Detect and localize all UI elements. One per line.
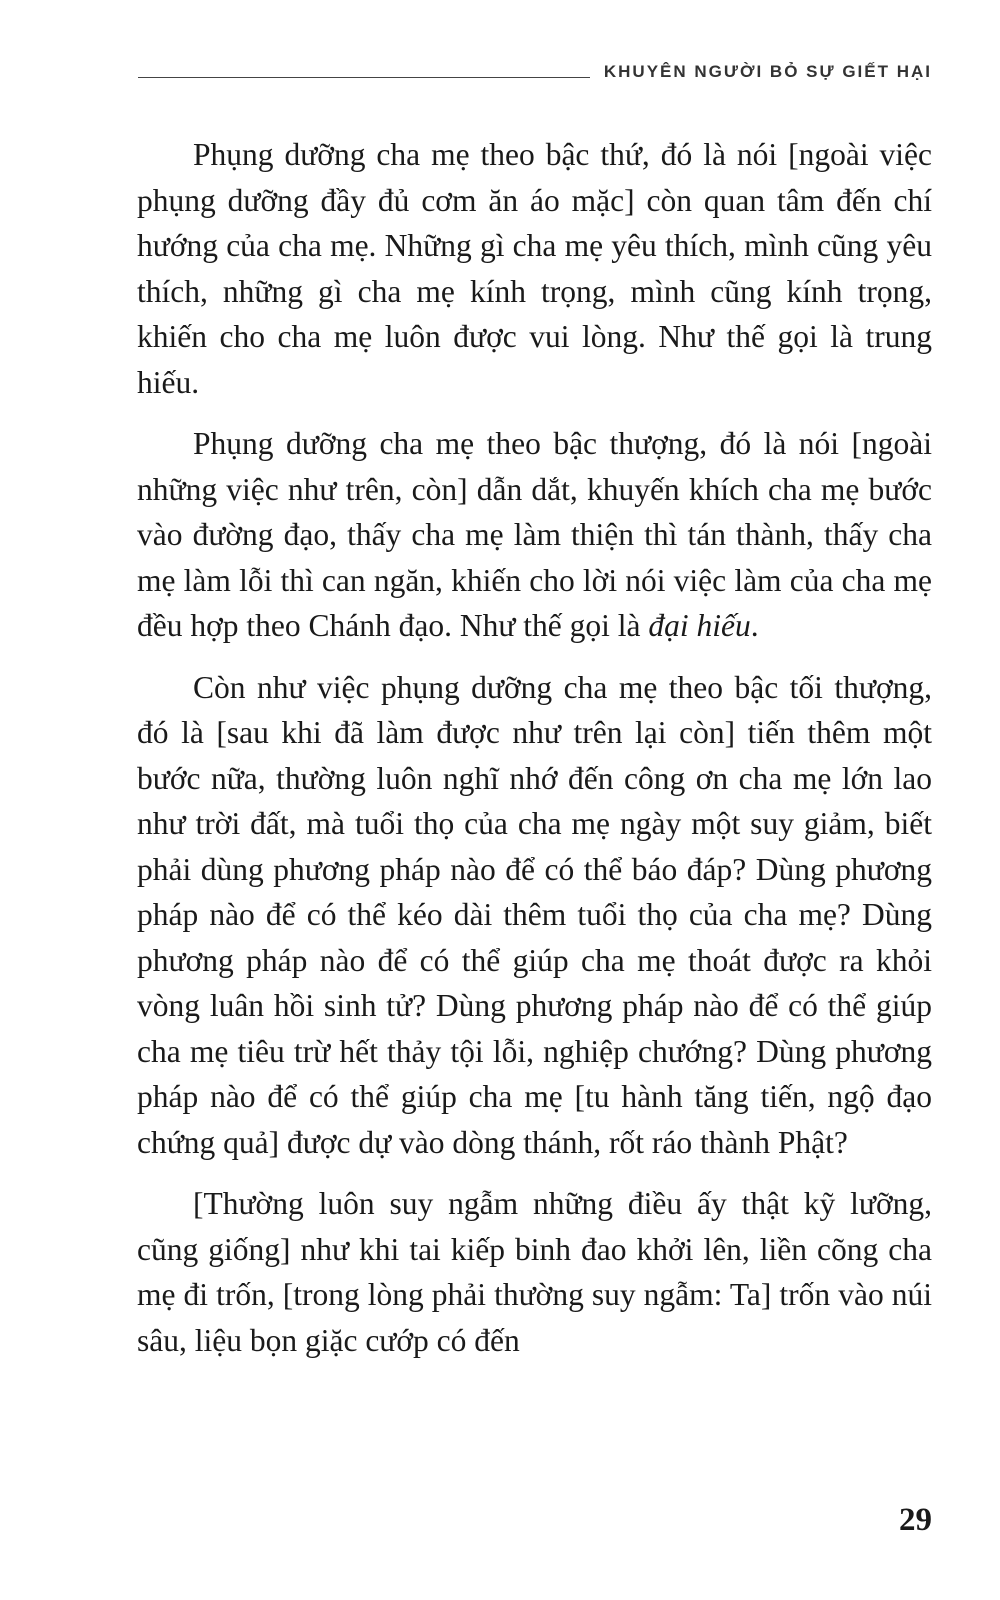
- paragraph-3: Còn như việc phụng dưỡng cha mẹ theo bậc tối thượng, đó là [sau khi đã làm được như trên lại còn] tiến thêm một bước nữa, thường luôn nghĩ nhớ đến công ơn cha mẹ lớn lao như trời đất, mà tuổi thọ của cha mẹ ngày một suy giảm, biết phải dùng phương pháp nào để có thể báo đáp? Dùng phương pháp nào để có thể kéo dài thêm tuổi thọ của cha mẹ? Dùng phương pháp nào để có thể giúp cha mẹ thoát được ra khỏi vòng luân hồi sinh tử? Dùng phương pháp nào để có thể giúp cha mẹ tiêu trừ hết thảy tội lỗi, nghiệp chướng? Dùng phương pháp nào để có thể giúp cha mẹ [tu hành tăng tiến, ngộ đạo chứng quả] được dự vào dòng thánh, rốt ráo thành Phật?: [137, 669, 932, 1160]
- paragraph-2-end: .: [750, 608, 759, 643]
- body-text: [137, 132, 932, 1379]
- paragraph-2-text: Phụng dưỡng cha mẹ theo bậc thượng, đó là nói [ngoài những việc như trên, còn] dẫn dắt, khuyến khích cha mẹ bước vào đường đạo, thấy cha mẹ làm thiện thì tán thành, thấy cha mẹ làm lỗi thì can ngăn, khiến cho lời nói việc làm của cha mẹ đều hợp theo Chánh đạo. Như thế gọi là: [137, 426, 932, 643]
- running-header: [138, 58, 932, 86]
- paragraph-2: [137, 421, 932, 649]
- paragraph-4: [Thường luôn suy ngẫm những điều ấy thật kỹ lưỡng, cũng giống] như khi tai kiếp binh đao khởi lên, liền cõng cha mẹ đi trốn, [trong lòng phải thường suy ngẫm: Ta] trốn vào núi sâu, liệu bọn giặc cướp có đến: [137, 1186, 932, 1358]
- header-rule: [138, 77, 590, 78]
- emphasis-dai-hieu: đại hiếu: [648, 608, 751, 643]
- page-number: 29: [899, 1502, 932, 1538]
- chapter-title: KHUYÊN NGƯỜI BỎ SỰ GIẾT HẠI: [603, 62, 932, 81]
- paragraph-1: Phụng dưỡng cha mẹ theo bậc thứ, đó là nói [ngoài việc phụng dưỡng đầy đủ cơm ăn áo mặc] còn quan tâm đến chí hướng của cha mẹ. Những gì cha mẹ yêu thích, mình cũng yêu thích, những gì cha mẹ kính trọng, mình cũng kính trọng, khiến cho cha mẹ luôn được vui lòng. Như thế gọi là trung hiếu.: [137, 137, 932, 400]
